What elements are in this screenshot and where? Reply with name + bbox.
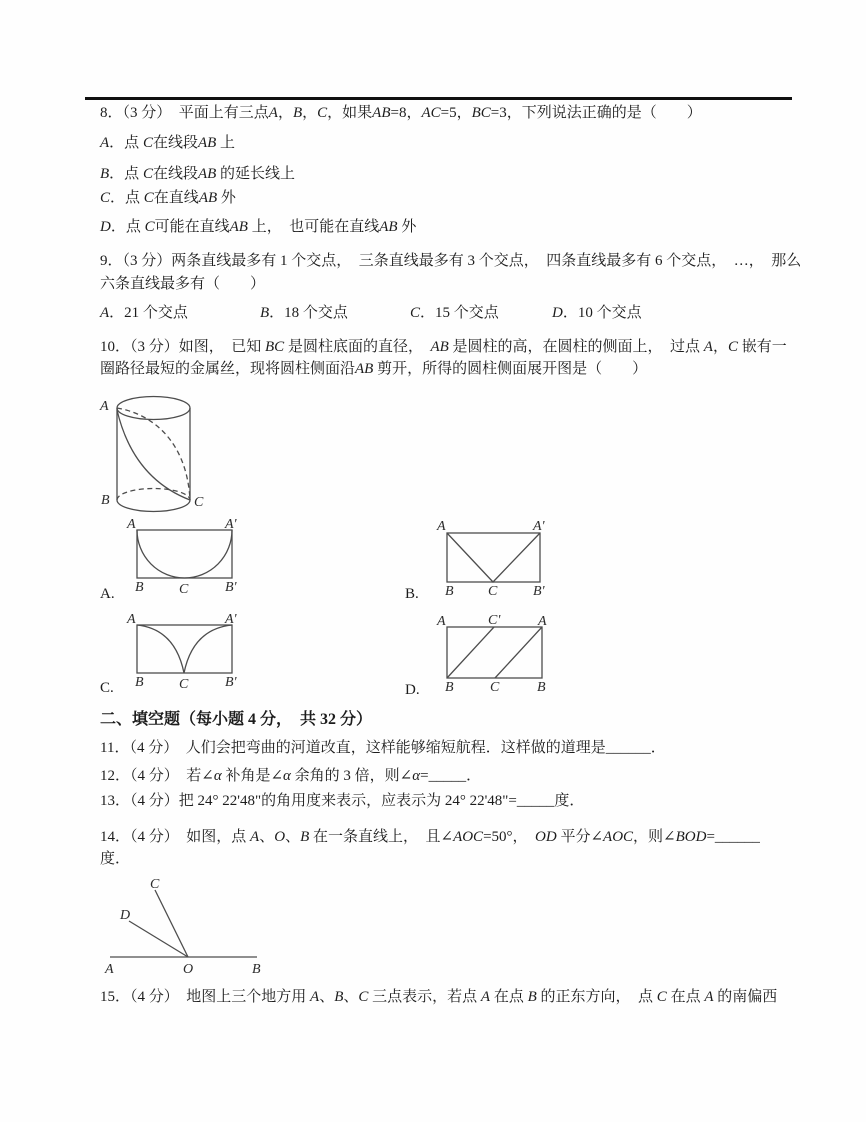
- cylinder-bottom-back-arc: [117, 489, 190, 501]
- net-c-label-tr: A': [225, 613, 237, 627]
- question-8-option-c: C．点 C在直线AB 外: [100, 190, 236, 206]
- question-9-stem-line1: 9．（3 分）两条直线最多有 1 个交点， 三条直线最多有 3 个交点， 四条直线最多有 6 个交点， …， 那么: [100, 253, 802, 269]
- net-a-label-br: B': [225, 580, 237, 595]
- net-b-label-bl: B: [445, 584, 454, 598]
- net-d-left-diagonal: [447, 627, 494, 678]
- net-c-right-curve: [184, 625, 232, 673]
- net-d-label-tl: A: [437, 614, 446, 629]
- net-b-v-lines: [447, 533, 540, 582]
- angle-figure: [95, 876, 285, 981]
- net-b-label-bm: C: [488, 584, 498, 598]
- angle-label-c: C: [150, 877, 160, 892]
- net-b-label-br: B': [533, 584, 545, 598]
- cylinder-label-c: C: [194, 495, 204, 510]
- net-a-label-tl: A: [127, 518, 136, 532]
- net-option-b-letter: B.: [405, 586, 419, 602]
- net-b-label-tr: A': [533, 519, 545, 534]
- net-option-a-letter: A.: [100, 586, 115, 602]
- net-a-label-bl: B: [135, 580, 144, 595]
- question-8-option-a: A．点 C在线段AB 上: [100, 135, 236, 151]
- net-c-label-br: B': [225, 675, 237, 690]
- question-10-stem-line2: 圈路径最短的金属丝，现将圆柱侧面沿AB 剪开，所得的圆柱侧面展开图是（ ）: [100, 361, 648, 377]
- net-d-label-bm: C: [490, 680, 500, 695]
- net-a-rect: [137, 530, 232, 578]
- question-13: 13．（4 分）把 24° 22'48"的角用度来表示，应表示为 24° 22'48"=_____度．: [100, 793, 585, 809]
- net-d-rect: [447, 627, 542, 678]
- question-12: 12．（4 分） 若∠α 补角是∠α 余角的 3 倍，则∠α=_____．: [100, 768, 482, 784]
- question-10-stem-line1: 10．（3 分）如图， 已知 BC 是圆柱底面的直径， AB 是圆柱的高，在圆柱的侧面上， 过点 A，C 嵌有一: [100, 339, 787, 355]
- question-9-option-d: D．10 个交点: [552, 305, 642, 321]
- net-b-label-tl: A: [437, 519, 446, 534]
- net-a-label-bm: C: [179, 582, 189, 597]
- cylinder-label-b: B: [101, 493, 110, 508]
- cylinder-top-ellipse: [117, 397, 190, 420]
- net-d-label-tr: A: [538, 614, 547, 629]
- question-8-stem: 8．（3 分） 平面上有三点A，B，C，如果AB=8，AC=5，BC=3，下列说法正确的是（ ）: [100, 105, 702, 121]
- net-c-label-bl: B: [135, 675, 144, 690]
- net-a-label-tr: A': [225, 518, 237, 532]
- question-8-option-b: B．点 C在线段AB 的延长线上: [100, 166, 296, 182]
- cylinder-bottom-front-arc: [117, 500, 190, 512]
- net-d-label-tm: C': [488, 613, 501, 628]
- net-d-right-diagonal: [495, 627, 542, 678]
- net-c-label-bm: C: [179, 677, 189, 692]
- question-9-option-c: C．15 个交点: [410, 305, 499, 321]
- net-d-label-bl: B: [445, 680, 454, 695]
- net-option-a-figure: [95, 518, 255, 598]
- cylinder-figure: [95, 390, 245, 520]
- angle-label-d: D: [120, 908, 131, 923]
- net-option-b-figure: [400, 518, 565, 598]
- question-9-option-a: A．21 个交点: [100, 305, 188, 321]
- cylinder-label-a: A: [100, 399, 109, 414]
- net-d-label-br: B: [537, 680, 546, 695]
- angle-label-b: B: [252, 962, 261, 977]
- net-option-c-letter: C.: [100, 680, 114, 696]
- net-b-rect: [447, 533, 540, 582]
- net-option-d-letter: D.: [405, 682, 420, 698]
- net-option-d-figure: [400, 613, 565, 698]
- wire-back-curve: [117, 408, 190, 500]
- net-option-c-figure: [95, 613, 255, 698]
- net-a-curve: [137, 530, 232, 578]
- angle-label-a: A: [105, 962, 114, 977]
- angle-label-o: O: [183, 962, 194, 977]
- net-c-rect: [137, 625, 232, 673]
- question-15: 15．（4 分） 地图上三个地方用 A、B、C 三点表示，若点 A 在点 B 的正东方向， 点 C 在点 A 的南偏西: [100, 989, 778, 1005]
- question-8-option-d: D．点 C可能在直线AB 上， 也可能在直线AB 外: [100, 219, 417, 235]
- net-c-label-tl: A: [127, 613, 136, 627]
- section-2-header: 二、填空题（每小题 4 分， 共 32 分）: [100, 711, 373, 728]
- question-14-line2: 度．: [100, 851, 131, 867]
- question-9-stem-line2: 六条直线最多有（ ）: [100, 276, 266, 292]
- question-11: 11．（4 分） 人们会把弯曲的河道改直，这样能够缩短航程．这样做的道理是______．: [100, 740, 666, 756]
- net-c-left-curve: [137, 625, 184, 673]
- top-divider-rule: [85, 97, 792, 100]
- question-9-option-b: B．18 个交点: [260, 305, 348, 321]
- question-14-line1: 14．（4 分） 如图，点 A、O、B 在一条直线上， 且∠AOC=50°， OD 平分∠AOC，则∠BOD=______: [100, 829, 760, 845]
